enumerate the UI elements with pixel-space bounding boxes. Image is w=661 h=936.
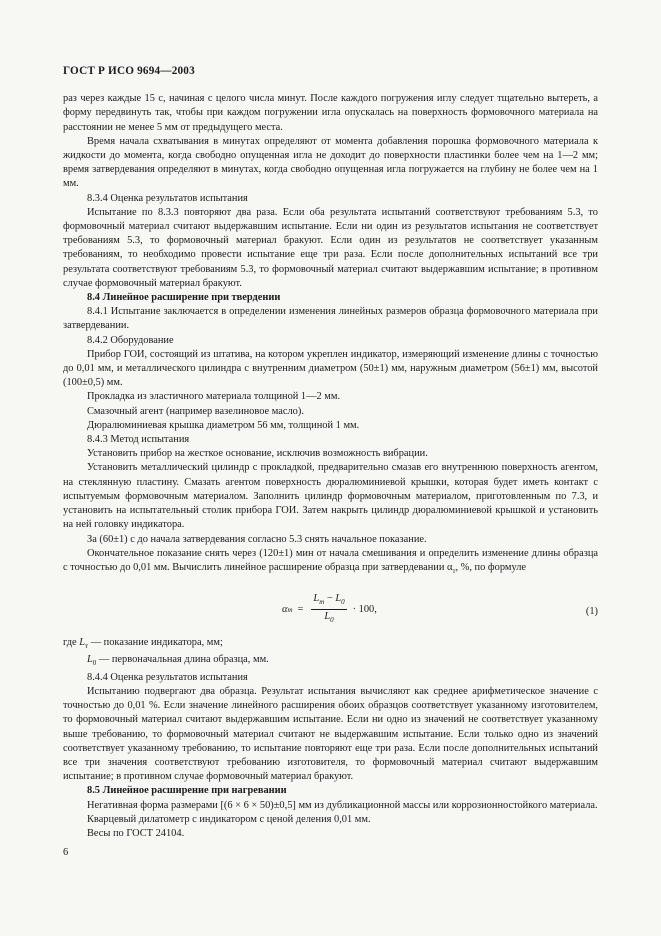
legend-sub: 0 bbox=[92, 659, 97, 668]
legend-text: — показание индикатора, мм; bbox=[88, 637, 223, 649]
legend-symbol: L bbox=[79, 637, 86, 649]
page-number: 6 bbox=[63, 847, 69, 858]
formula-legend-item bbox=[63, 636, 598, 653]
paragraph: Установить металлический цилиндр с прокладкой, предварительно смазав его внутреннюю поверхность агентом, на стеклянную пластину. Смазать агентом поверхность дюралюминиевой крышки, которая будет иметь контакт с испытуемым формовочным материалом. Заполнить цилиндр формовочным материалом, приготовленным по 7.3, и установить на испытательный столик прибора ГОИ. Затем накрыть цилиндр дюралюминиевой крышкой и установить на ней головку индикатора. bbox=[63, 462, 598, 531]
document-header: ГОСТ Р ИСО 9694—2003 bbox=[63, 65, 195, 77]
formula-sub: т bbox=[319, 598, 325, 607]
paragraph: Установить прибор на жесткое основание, исключив возможность вибрации. bbox=[87, 448, 428, 460]
paragraph: Испытание по 8.3.3 повторяют два раза. Если оба результата испытаний соответствуют требованиям 5.3, то формовочный материал считают выдержавшим испытание. Если ни один из результатов испытания не соответствует требованиям 5.3, то формовочный материал бракуют. Если один из результатов не соответствует указанным требованиям, то необходимо провести испытание еще три раза. Если после дополнительных испытаний все три результата соответствуют требованиям 5.3, то формовочный материал считают выдержавшим испытание; в противном случае формовочный материал бракуют. bbox=[63, 206, 598, 289]
formula-minus: − bbox=[324, 593, 336, 605]
formula-denominator bbox=[322, 610, 335, 627]
paragraph: Время начала схватывания в минутах определяют от момента добавления порошка формовочного материала к жидкости до момента, когда свободно опущенная игла не доходит до поверхности пластинки более чем на 1—2 мм; время затвердевания определяют в минутах, когда свободно опущенная игла погружается на глубину не более чем на 1 мм. bbox=[63, 135, 598, 190]
formula-numerator bbox=[311, 592, 346, 610]
legend-prefix: где bbox=[63, 637, 80, 649]
paragraph-text: , %, по формуле bbox=[455, 561, 526, 573]
paragraph-text: Окончательное показание снять через (120±1) мин от начала смешивания и определить изменение длины образца с точностью до 0,01 мм. Вычислить линейное расширение образца при затвердевании α bbox=[63, 547, 598, 573]
section-heading: 8.5 Линейное расширение при нагревании bbox=[87, 785, 287, 797]
paragraph: Дюралюминиевая крышка диаметром 56 мм, толщиной 1 мм. bbox=[87, 419, 360, 431]
paragraph: Кварцевый дилатометр с индикатором с ценой деления 0,01 мм. bbox=[87, 813, 371, 825]
legend-symbol: L bbox=[87, 654, 93, 666]
legend-text: — первоначальная длина образца, мм. bbox=[96, 654, 269, 666]
formula-equals: = bbox=[297, 603, 304, 615]
document-page bbox=[63, 64, 598, 841]
legend-sub: т bbox=[85, 642, 89, 651]
formula-var: L bbox=[313, 593, 320, 605]
formula bbox=[282, 592, 377, 628]
formula-block bbox=[63, 584, 598, 632]
section-heading: 8.4.2 Оборудование bbox=[87, 334, 174, 346]
paragraph: Прибор ГОИ, состоящий из штатива, на котором укреплен индикатор, измеряющий изменение длины с точностью до 0,01 мм, и металлического цилиндра с внутренним диаметром (50±1) мм, наружным диаметром (56±1) мм, высотой (100±0,5) мм. bbox=[63, 348, 598, 389]
section-heading: 8.4 Линейное расширение при твердении bbox=[87, 292, 281, 304]
subscript: т bbox=[452, 566, 456, 575]
formula-lhs: α bbox=[282, 603, 288, 615]
formula-tail: · 100, bbox=[352, 603, 377, 615]
formula-legend-item bbox=[63, 653, 598, 670]
section-heading: 8.4.3 Метод испытания bbox=[87, 434, 190, 446]
paragraph bbox=[63, 547, 598, 578]
formula-var: L bbox=[335, 593, 342, 605]
paragraph: Весы по ГОСТ 24104. bbox=[87, 827, 185, 839]
formula-lhs-sub: т bbox=[287, 605, 293, 614]
formula-fraction bbox=[311, 592, 346, 628]
paragraph: раз через каждые 15 с, начиная с целого числа минут. После каждого погружения иглу следует тщательно вытереть, а форму передвинуть так, чтобы при каждом погружении игла опускалась на поверхность формовочного материала на расстоянии не менее 5 мм от предыдущего места. bbox=[63, 93, 598, 133]
paragraph: Смазочный агент (например вазелиновое масло). bbox=[87, 405, 304, 417]
formula-sub: 0 bbox=[341, 598, 345, 607]
paragraph: Прокладка из эластичного материала толщиной 1—2 мм. bbox=[87, 391, 341, 403]
paragraph: Негативная форма размерами [(6 × 6 × 50)±0,5] мм из дубликационной массы или коррозионностойкого материала. bbox=[87, 799, 598, 811]
paragraph: Испытанию подвергают два образца. Результат испытания вычисляют как среднее арифметическое значение с точностью до 0,01 %. Если значение линейного расширения обоих образцов соответствует указанному изготовителем, то формовочный материал считают выдержавшим испытание. Если ни одно из значений не соответствует указанному выше требованию, то формовочный материал считают не выдержавшим испытание. Если только одно из значений соответствует указанному требованию, то испытание повторяют еще три раза. Если после дополнительных испытаний все три значения соответствуют требованию изготовителя, то формовочный материал считают выдержавшим испытание; в противном случае формовочный материал бракуют. bbox=[63, 685, 598, 783]
equation-number: (1) bbox=[585, 606, 598, 618]
formula-var: L bbox=[324, 611, 331, 623]
paragraph: За (60±1) с до начала затвердевания согласно 5.3 снять начальное показание. bbox=[87, 533, 427, 545]
section-heading: 8.4.4 Оценка результатов испытания bbox=[87, 671, 248, 683]
section-heading: 8.3.4 Оценка результатов испытания bbox=[87, 192, 248, 204]
formula-sub: 0 bbox=[330, 616, 334, 625]
paragraph: 8.4.1 Испытание заключается в определении изменения линейных размеров образца формовочного материала при затвердевании. bbox=[63, 306, 598, 332]
